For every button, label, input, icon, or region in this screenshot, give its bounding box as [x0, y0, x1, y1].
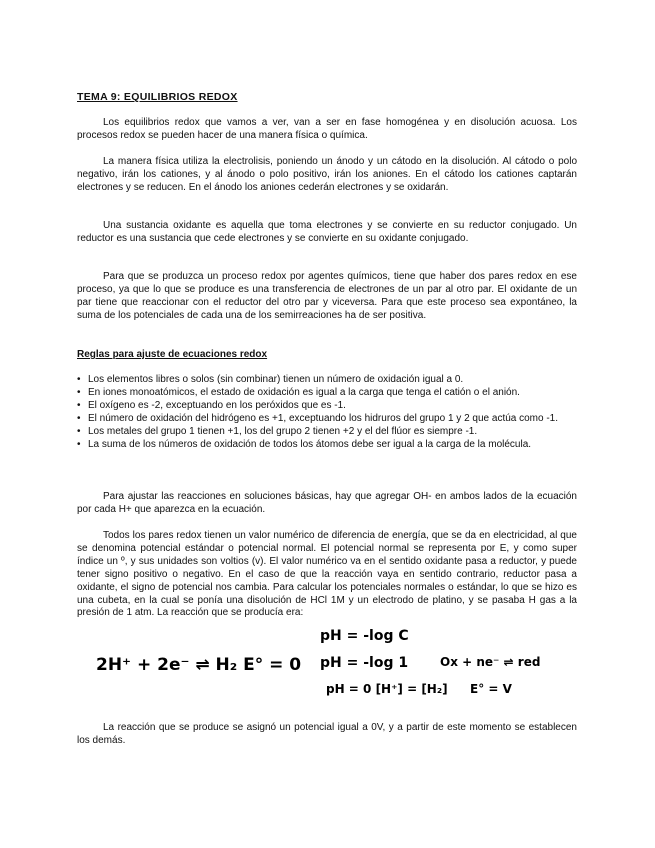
paragraph-oxidant: Una sustancia oxidante es aquella que toma electrones y se convierte en su reductor conjugado. Un reductor es una sustancia que cede electrones y se convierte en su oxidante conjugado.	[77, 220, 577, 244]
list-item	[77, 374, 577, 387]
handwritten-ph-formula: pH = -log C	[320, 628, 409, 644]
list-item	[77, 426, 577, 439]
paragraph-final: La reacción que se produce se asignó un potencial igual a 0V, y a partir de este momento se establecen los demás.	[77, 722, 577, 746]
list-item	[77, 400, 577, 413]
paragraph-electrolysis: La manera física utiliza la electrolisis, poniendo un ánodo y un cátodo en la disolución. Al cátodo o polo negativo, irán los cationes, y al ánodo o polo positivo, irán los aniones. En el cátodo los cationes captarán electrones y se reducen. En el ánodo los aniones cederán electrones y se oxidarán.	[77, 156, 577, 193]
rules-heading: Reglas para ajuste de ecuaciones redox	[77, 349, 268, 360]
list-item	[77, 413, 577, 426]
handwritten-reaction: 2H⁺ + 2e⁻ ⇌ H₂ E° = 0	[96, 655, 302, 675]
list-item	[77, 439, 577, 452]
paragraph-standard-potential: Todos los pares redox tienen un valor numérico de diferencia de energía, que se da en electricidad, al que se denomina potencial estándar o potencial normal. El potencial normal se representa por E, y como super índice un º, y sus unidades son voltios (v). El valor numérico va en el sentido oxidante pasa a reductor, y puede tener signo positivo o negativo. En el caso de que la reacción vaya en sentido contrario, reductor pasa a oxidante, el signo de potencial nos cambia. Para calcular los potenciales normales o estándar, lo que se hizo es una cubeta, en la cual se ponía una disolución de HCl 1M y un electrodo de platino, y se pasaba H gas a la presión de 1 atm. La reacción que se producía era:	[77, 530, 577, 619]
rule-text: • La suma de los números de oxidación de todos los átomos debe ser igual a la carga de la molécula.	[88, 438, 532, 450]
page-title: TEMA 9: EQUILIBRIOS REDOX	[77, 91, 238, 103]
rule-text: • Los elementos libres o solos (sin combinar) tienen un número de oxidación igual a 0.	[88, 374, 464, 385]
rule-text: • Los metales del grupo 1 tienen +1, los del grupo 2 tienen +2 y el del flúor es siempre -1.	[88, 425, 478, 437]
handwritten-ph-value: pH = -log 1	[320, 655, 409, 671]
rule-text: • El número de oxidación del hidrógeno es +1, exceptuando los hidruros del grupo 1 y 2 que actúa como -1.	[88, 412, 559, 424]
paragraph-intro: Los equilibrios redox que vamos a ver, van a ser en fase homogénea y en disolución acuosa. Los procesos redox se pueden hacer de una manera física o química.	[77, 117, 577, 141]
handwritten-ph-zero: pH = 0 [H⁺] = [H₂]	[326, 682, 448, 696]
handwritten-e-value: E° = V	[470, 682, 512, 696]
paragraph-redox-process: Para que se produzca un proceso redox por agentes químicos, tiene que haber dos pares redox en ese proceso, ya que lo que se produce es una transferencia de electrones de un par al otro par. El oxidante de un par tiene que reaccionar con el reductor del otro par y viceversa. Para que este proceso sea expontáneo, la suma de los potenciales de cada una de los semirreaciones ha de ser positiva.	[77, 271, 577, 321]
handwritten-redox-pair: Ox + ne⁻ ⇌ red	[440, 655, 541, 669]
rules-list	[77, 374, 577, 451]
list-item	[77, 387, 577, 400]
rule-text: • En iones monoatómicos, el estado de oxidación es igual a la carga que tenga el catión o el anión.	[88, 386, 520, 398]
paragraph-basic-solutions: Para ajustar las reacciones en soluciones básicas, hay que agregar OH- en ambos lados de la ecuación por cada H+ que aparezca en la ecuación.	[77, 491, 577, 515]
rule-text: • El oxígeno es -2, exceptuando en los peróxidos que es -1.	[88, 399, 346, 411]
